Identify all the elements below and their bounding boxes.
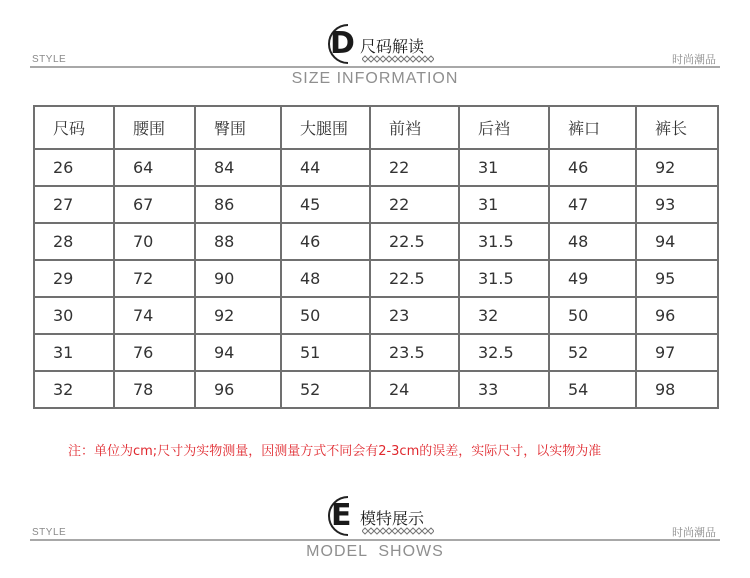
table-cell: 28 — [34, 223, 114, 260]
fashion-label: 时尚潮品 — [672, 526, 716, 539]
divider — [30, 539, 720, 541]
table-cell: 48 — [281, 260, 370, 297]
table-cell: 92 — [636, 149, 718, 186]
table-cell: 64 — [114, 149, 195, 186]
table-cell: 45 — [281, 186, 370, 223]
table-cell: 46 — [549, 149, 636, 186]
table-cell: 94 — [636, 223, 718, 260]
section-letter: D — [330, 26, 355, 61]
table-cell: 70 — [114, 223, 195, 260]
table-cell: 54 — [549, 371, 636, 408]
table-row — [34, 223, 718, 260]
fashion-label: 时尚潮品 — [672, 53, 716, 66]
section-subtitle: SIZE INFORMATION — [291, 70, 459, 87]
table-cell: 96 — [195, 371, 281, 408]
style-label: STYLE — [32, 54, 67, 65]
table-cell: 33 — [459, 371, 549, 408]
size-table — [33, 105, 719, 409]
section-subtitle: MODEL SHOWS — [306, 543, 444, 560]
table-cell: 78 — [114, 371, 195, 408]
table-cell: 93 — [636, 186, 718, 223]
table-cell: 31 — [459, 149, 549, 186]
table-cell: 22.5 — [370, 223, 459, 260]
column-header: 腰围 — [114, 106, 195, 149]
zigzag-ornament-icon — [362, 55, 434, 63]
divider — [30, 66, 720, 68]
table-cell: 32 — [34, 371, 114, 408]
table-cell: 31.5 — [459, 260, 549, 297]
table-header-row — [34, 106, 718, 149]
table-cell: 24 — [370, 371, 459, 408]
table-cell: 48 — [549, 223, 636, 260]
table-row — [34, 334, 718, 371]
table-cell: 67 — [114, 186, 195, 223]
column-header: 裤口 — [549, 106, 636, 149]
table-cell: 74 — [114, 297, 195, 334]
table-cell: 86 — [195, 186, 281, 223]
column-header: 裤长 — [636, 106, 718, 149]
table-cell: 90 — [195, 260, 281, 297]
table-cell: 27 — [34, 186, 114, 223]
table-cell: 72 — [114, 260, 195, 297]
measurement-note: 注：单位为cm;尺寸为实物测量，因测量方式不同会有2-3cm的误差，实际尺寸，以实物为准 — [68, 444, 602, 459]
table-cell: 98 — [636, 371, 718, 408]
table-cell: 46 — [281, 223, 370, 260]
table-cell: 22 — [370, 186, 459, 223]
table-cell: 94 — [195, 334, 281, 371]
table-cell: 50 — [549, 297, 636, 334]
table-cell: 32 — [459, 297, 549, 334]
table-cell: 52 — [549, 334, 636, 371]
table-cell: 88 — [195, 223, 281, 260]
table-cell: 29 — [34, 260, 114, 297]
table-cell: 26 — [34, 149, 114, 186]
table-cell: 31.5 — [459, 223, 549, 260]
style-label: STYLE — [32, 527, 67, 538]
table-cell: 49 — [549, 260, 636, 297]
column-header: 后裆 — [459, 106, 549, 149]
table-cell: 50 — [281, 297, 370, 334]
table-cell: 23 — [370, 297, 459, 334]
table-cell: 22.5 — [370, 260, 459, 297]
zigzag-ornament-icon — [362, 527, 434, 535]
table-cell: 31 — [34, 334, 114, 371]
table-row — [34, 149, 718, 186]
table-cell: 92 — [195, 297, 281, 334]
table-cell: 44 — [281, 149, 370, 186]
table-cell: 52 — [281, 371, 370, 408]
column-header: 前裆 — [370, 106, 459, 149]
column-header: 大腿围 — [281, 106, 370, 149]
table-cell: 84 — [195, 149, 281, 186]
table-row — [34, 297, 718, 334]
table-cell: 31 — [459, 186, 549, 223]
table-cell: 30 — [34, 297, 114, 334]
section-title: 尺码解读 — [360, 37, 425, 56]
table-row — [34, 260, 718, 297]
table-row — [34, 371, 718, 408]
table-cell: 22 — [370, 149, 459, 186]
section-letter: E — [331, 498, 352, 533]
table-row — [34, 186, 718, 223]
table-cell: 95 — [636, 260, 718, 297]
column-header: 尺码 — [34, 106, 114, 149]
table-cell: 97 — [636, 334, 718, 371]
table-cell: 51 — [281, 334, 370, 371]
table-cell: 23.5 — [370, 334, 459, 371]
table-cell: 32.5 — [459, 334, 549, 371]
table-cell: 76 — [114, 334, 195, 371]
table-cell: 96 — [636, 297, 718, 334]
column-header: 臀围 — [195, 106, 281, 149]
table-cell: 47 — [549, 186, 636, 223]
section-title: 模特展示 — [360, 509, 425, 528]
